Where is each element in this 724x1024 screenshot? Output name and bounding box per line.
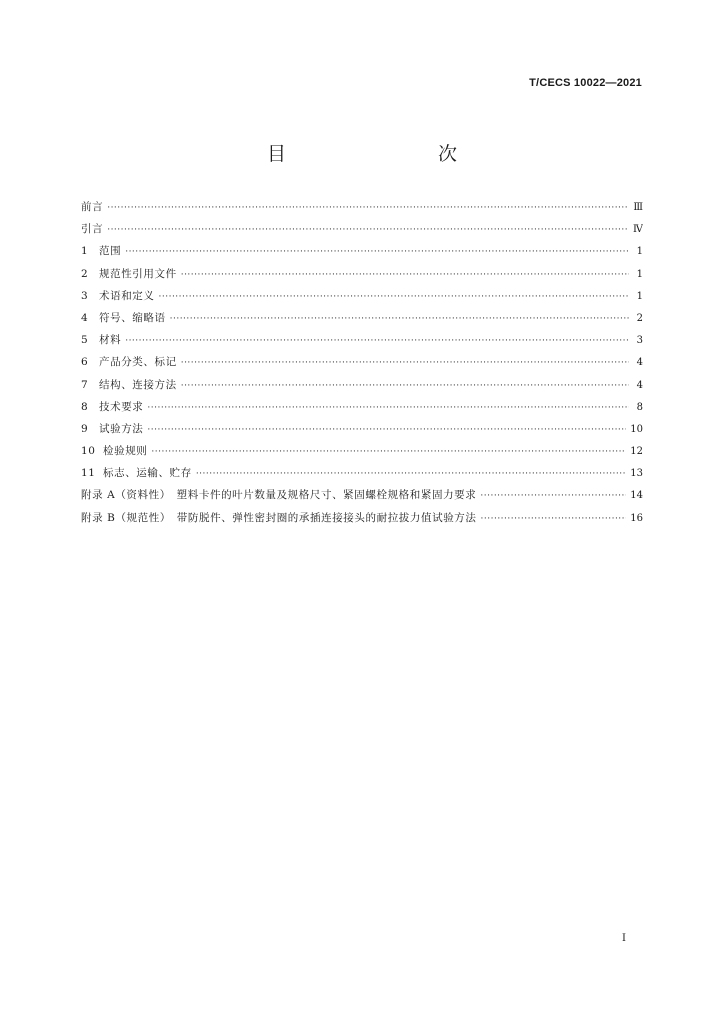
toc-entry-page: 1 [636, 268, 643, 280]
toc-entry-label: 2 规范性引用文件 [81, 267, 177, 280]
toc-entry[interactable] [81, 377, 643, 399]
toc-entry-label: 7 结构、连接方法 [81, 378, 177, 391]
toc-entry-label: 8 技术要求 [81, 400, 144, 413]
toc-leader-dots [481, 514, 627, 524]
page-number: I [622, 933, 626, 944]
toc-entry-label: 9 试验方法 [81, 422, 144, 435]
toc-entry-label: 3 术语和定义 [81, 289, 155, 302]
toc-leader-dots [181, 270, 629, 280]
toc-leader-dots [196, 469, 626, 479]
toc-entry-page: 4 [636, 379, 643, 391]
toc-entry[interactable] [81, 399, 643, 421]
toc-entry-number: 4 [81, 311, 89, 324]
toc-entry-label: 5 材料 [81, 334, 122, 347]
toc-entry-label: 引言 [81, 223, 104, 236]
toc-leader-dots [147, 425, 626, 435]
toc-entry-number: 2 [81, 267, 89, 280]
toc-entry-page: Ⅲ [633, 202, 643, 213]
toc-entry[interactable] [81, 221, 643, 243]
toc-leader-dots [125, 247, 629, 257]
table-of-contents [81, 199, 643, 532]
toc-entry-page: 10 [630, 423, 643, 435]
toc-entry-label: 1 范围 [81, 245, 122, 258]
standard-code: T/CECS 10022—2021 [529, 77, 642, 89]
toc-entry-page: 1 [636, 246, 643, 258]
toc-leader-dots [147, 403, 629, 413]
toc-entry[interactable] [81, 487, 643, 509]
toc-entry[interactable] [81, 243, 643, 265]
toc-entry-page: 8 [636, 401, 643, 413]
toc-entry-number: 5 [81, 334, 89, 347]
toc-entry[interactable] [81, 288, 643, 310]
toc-entry-page: 16 [630, 512, 643, 524]
toc-entry-page: 4 [636, 357, 643, 369]
toc-entry-page: 3 [636, 335, 643, 347]
toc-entry-number: 9 [81, 422, 89, 435]
toc-entry-page: 2 [636, 312, 643, 324]
toc-entry-number: 10 [81, 445, 96, 458]
toc-leader-dots [181, 381, 629, 391]
toc-entry[interactable] [81, 354, 643, 376]
toc-entry-page: 14 [630, 490, 643, 502]
toc-leader-dots [125, 336, 629, 346]
toc-title: 目 次 [266, 143, 495, 165]
toc-entry[interactable] [81, 421, 643, 443]
toc-entry-label: 附录 B（规范性） 带防脱件、弹性密封圈的承插连接接头的耐拉拔力值试验方法 [81, 511, 477, 524]
toc-entry-number: 11 [81, 467, 96, 480]
toc-leader-dots [181, 358, 629, 368]
toc-leader-dots [151, 447, 626, 457]
toc-entry[interactable] [81, 510, 643, 532]
toc-entry[interactable] [81, 310, 643, 332]
toc-entry-page: 13 [630, 468, 643, 480]
toc-leader-dots [159, 292, 630, 302]
toc-entry-number: 8 [81, 400, 89, 413]
toc-leader-dots [480, 491, 626, 501]
toc-entry-label: 4 符号、缩略语 [81, 311, 166, 324]
toc-entry-label: 6 产品分类、标记 [81, 356, 177, 369]
toc-entry-page: 12 [630, 446, 643, 458]
toc-entry[interactable] [81, 465, 643, 487]
toc-leader-dots [170, 314, 629, 324]
toc-entry-number: 7 [81, 378, 89, 391]
toc-entry[interactable] [81, 199, 643, 221]
toc-leader-dots [107, 203, 629, 213]
toc-entry-number: 1 [81, 245, 89, 258]
toc-entry[interactable] [81, 443, 643, 465]
toc-entry-page: 1 [636, 290, 643, 302]
toc-entry-page: Ⅳ [633, 224, 643, 236]
toc-entry-number: 3 [81, 289, 89, 302]
toc-entry-label: 10 检验规则 [81, 445, 148, 458]
toc-entry-label: 前言 [81, 201, 104, 213]
toc-entry[interactable] [81, 266, 643, 288]
toc-leader-dots [107, 225, 629, 235]
toc-entry-number: 6 [81, 356, 89, 369]
toc-entry-label: 附录 A（资料性） 塑料卡件的叶片数量及规格尺寸、紧固螺栓规格和紧固力要求 [81, 489, 477, 502]
toc-entry[interactable] [81, 332, 643, 354]
toc-entry-label: 11 标志、运输、贮存 [81, 467, 192, 480]
